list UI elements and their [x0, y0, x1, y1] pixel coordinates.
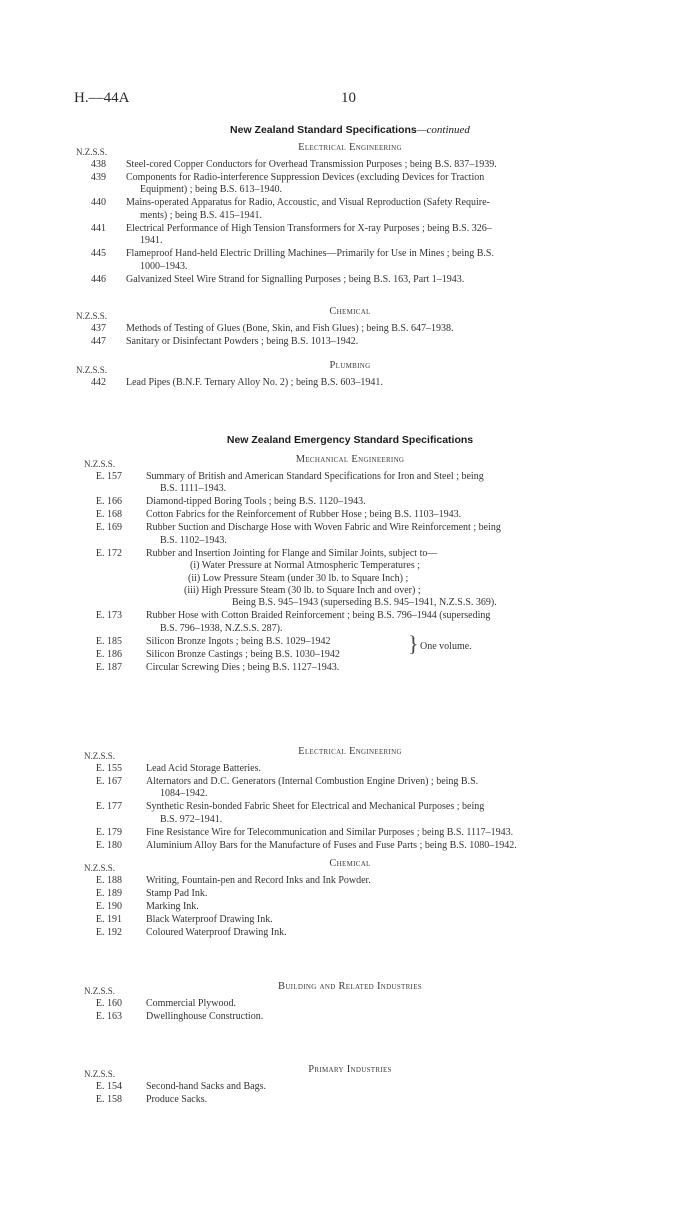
subsection-heading: Electrical Engineering [298, 142, 402, 153]
spec-title: Mains-operated Apparatus for Radio, Accoustic, and Visual Reproduction (Safety Require- [126, 197, 490, 209]
subsection-heading: Mechanical Engineering [295, 454, 405, 465]
spec-number: E. 167 [95, 776, 122, 787]
spec-number: E. 179 [95, 826, 122, 838]
spec-title: Lead Acid Storage Batteries. [146, 763, 261, 774]
spec-title: Flameproof Hand-held Electric Drilling Machines—Primarily for Use in Mines ; being B.S. [126, 248, 494, 260]
spec-title: Rubber Hose with Cotton Braided Reinforcement ; being B.S. 796–1944 (superseding [146, 610, 491, 622]
nzss-column-label: N.Z.S.S. [76, 311, 108, 321]
spec-number: 438 [91, 159, 106, 170]
spec-title-continuation: ments) ; being B.S. 415–1941. [140, 209, 262, 221]
spec-title: Rubber and Insertion Jointing for Flange and Similar Joints, subject to— [146, 547, 438, 559]
page-number: 10 [341, 90, 356, 106]
spec-number: E. 157 [95, 471, 122, 482]
brace-note: One volume. [420, 640, 472, 652]
spec-number: E. 158 [95, 1094, 122, 1105]
spec-number: E. 191 [95, 914, 122, 925]
spec-title-continuation: B.S. 972–1941. [160, 813, 223, 825]
nzss-column-label: N.Z.S.S. [84, 863, 116, 873]
spec-number: 445 [91, 248, 106, 260]
spec-number: E. 189 [95, 888, 122, 899]
spec-number: E. 160 [95, 998, 122, 1009]
spec-title-continuation: B.S. 796–1938, N.Z.S.S. 287). [160, 622, 283, 634]
spec-number: 442 [91, 377, 106, 388]
spec-title: Aluminium Alloy Bars for the Manufacture of Fuses and Fuse Parts ; being B.S. 1080–1942. [146, 839, 517, 851]
spec-number: E. 186 [95, 648, 122, 660]
section-title [0, 434, 700, 446]
spec-title: Alternators and D.C. Generators (Internal Combustion Engine Driven) ; being B.S. [146, 776, 479, 787]
spec-title: Diamond-tipped Boring Tools ; being B.S. 1120–1943. [146, 496, 366, 508]
spec-title: Cotton Fabrics for the Reinforcement of Rubber Hose ; being B.S. 1103–1943. [146, 509, 462, 521]
subsection-heading: Chemical [329, 306, 371, 317]
spec-title: Marking Ink. [146, 901, 199, 912]
subsection-heading: Primary Industries [308, 1064, 392, 1075]
spec-title-continuation: B.S. 1102–1943. [160, 534, 227, 546]
spec-number: 447 [91, 336, 106, 347]
nzss-column-label: N.Z.S.S. [84, 1069, 116, 1079]
spec-title: Coloured Waterproof Drawing Ink. [146, 927, 287, 938]
section-title-continued: —continued [416, 124, 470, 136]
subsection-heading: Electrical Engineering [298, 746, 402, 757]
spec-title: Writing, Fountain-pen and Record Inks and Ink Powder. [146, 875, 371, 886]
brace-symbol: } [408, 630, 419, 656]
spec-title-continuation: B.S. 1111–1943. [160, 483, 227, 495]
report-reference: H.—44A [74, 90, 130, 106]
spec-number: E. 188 [95, 875, 122, 886]
nzss-column-label: N.Z.S.S. [76, 365, 108, 375]
spec-title-continuation: 1000–1943. [140, 260, 188, 272]
spec-title: Stamp Pad Ink. [146, 888, 208, 899]
spec-number: 439 [91, 172, 106, 183]
spec-title: Rubber Suction and Discharge Hose with Woven Fabric and Wire Reinforcement ; being [146, 522, 501, 534]
spec-number: E. 172 [95, 547, 122, 559]
spec-title: Circular Screwing Dies ; being B.S. 1127–1943. [146, 661, 340, 673]
spec-number: E. 192 [95, 927, 122, 938]
spec-number: 440 [91, 197, 106, 209]
spec-number: E. 177 [95, 801, 122, 813]
subsection-heading: Plumbing [329, 360, 371, 371]
spec-title: Fine Resistance Wire for Telecommunication and Similar Purposes ; being B.S. 1117–1943. [146, 826, 514, 838]
subsection-heading: Building and Related Industries [278, 981, 422, 992]
subsection-heading: Chemical [329, 858, 371, 869]
spec-number: E. 190 [95, 901, 122, 912]
spec-title: Dwellinghouse Construction. [146, 1011, 264, 1022]
spec-title-continuation: (ii) Low Pressure Steam (under 30 lb. to Square Inch) ; [188, 572, 409, 584]
spec-number: E. 173 [95, 610, 122, 622]
spec-number: E. 155 [95, 763, 122, 774]
spec-title: Silicon Bronze Castings ; being B.S. 1030–1942 [146, 648, 340, 660]
spec-number: E. 180 [95, 839, 122, 851]
spec-title: Synthetic Resin-bonded Fabric Sheet for Electrical and Mechanical Purposes ; being [146, 801, 485, 813]
spec-title: Produce Sacks. [146, 1094, 208, 1105]
spec-number: E. 169 [95, 522, 122, 534]
section-title [0, 124, 700, 136]
spec-title: Silicon Bronze Ingots ; being B.S. 1029–1942 [146, 635, 331, 647]
spec-number: E. 166 [95, 496, 122, 508]
spec-title-continuation: 1084–1942. [160, 788, 208, 800]
spec-number: E. 187 [95, 661, 122, 673]
section-title-text: New Zealand Emergency Standard Specifications [226, 434, 474, 446]
nzss-column-label: N.Z.S.S. [76, 147, 108, 157]
spec-title: Components for Radio-interference Suppression Devices (excluding Devices for Traction [126, 172, 485, 183]
spec-number: E. 154 [95, 1081, 122, 1092]
spec-number: 441 [91, 222, 106, 234]
section-title-text: New Zealand Standard Specifications [230, 124, 417, 136]
spec-number: 437 [91, 323, 106, 334]
spec-title: Lead Pipes (B.N.F. Ternary Alloy No. 2) ; being B.S. 603–1941. [126, 377, 383, 388]
spec-title-continuation: 1941. [140, 235, 163, 247]
spec-title: Galvanized Steel Wire Strand for Signalling Purposes ; being B.S. 163, Part 1–1943. [126, 273, 465, 285]
nzss-column-label: N.Z.S.S. [84, 751, 116, 761]
nzss-column-label: N.Z.S.S. [84, 986, 116, 996]
spec-number: E. 185 [95, 635, 122, 647]
spec-title: Sanitary or Disinfectant Powders ; being B.S. 1013–1942. [126, 336, 359, 347]
spec-title: Summary of British and American Standard Specifications for Iron and Steel ; being [146, 471, 484, 482]
spec-number: E. 163 [95, 1011, 122, 1022]
spec-title-continuation: Being B.S. 945–1943 (superseding B.S. 945–1941, N.Z.S.S. 369). [232, 597, 497, 609]
spec-title: Second-hand Sacks and Bags. [146, 1081, 266, 1092]
spec-title-continuation: (i) Water Pressure at Normal Atmospheric Temperatures ; [190, 560, 420, 572]
spec-title-continuation: Equipment) ; being B.S. 613–1940. [140, 184, 282, 196]
spec-title-continuation: (iii) High Pressure Steam (30 lb. to Square Inch and over) ; [184, 585, 421, 596]
spec-number: E. 168 [95, 509, 122, 521]
spec-title: Black Waterproof Drawing Ink. [146, 914, 273, 925]
spec-number: 446 [91, 273, 106, 285]
spec-title: Methods of Testing of Glues (Bone, Skin, and Fish Glues) ; being B.S. 647–1938. [126, 323, 454, 334]
spec-title: Steel-cored Copper Conductors for Overhead Transmission Purposes ; being B.S. 837–1939. [126, 159, 497, 170]
spec-title: Electrical Performance of High Tension Transformers for X-ray Purposes ; being B.S. 326– [126, 222, 492, 234]
nzss-column-label: N.Z.S.S. [84, 459, 116, 469]
spec-title: Commercial Plywood. [146, 998, 236, 1009]
